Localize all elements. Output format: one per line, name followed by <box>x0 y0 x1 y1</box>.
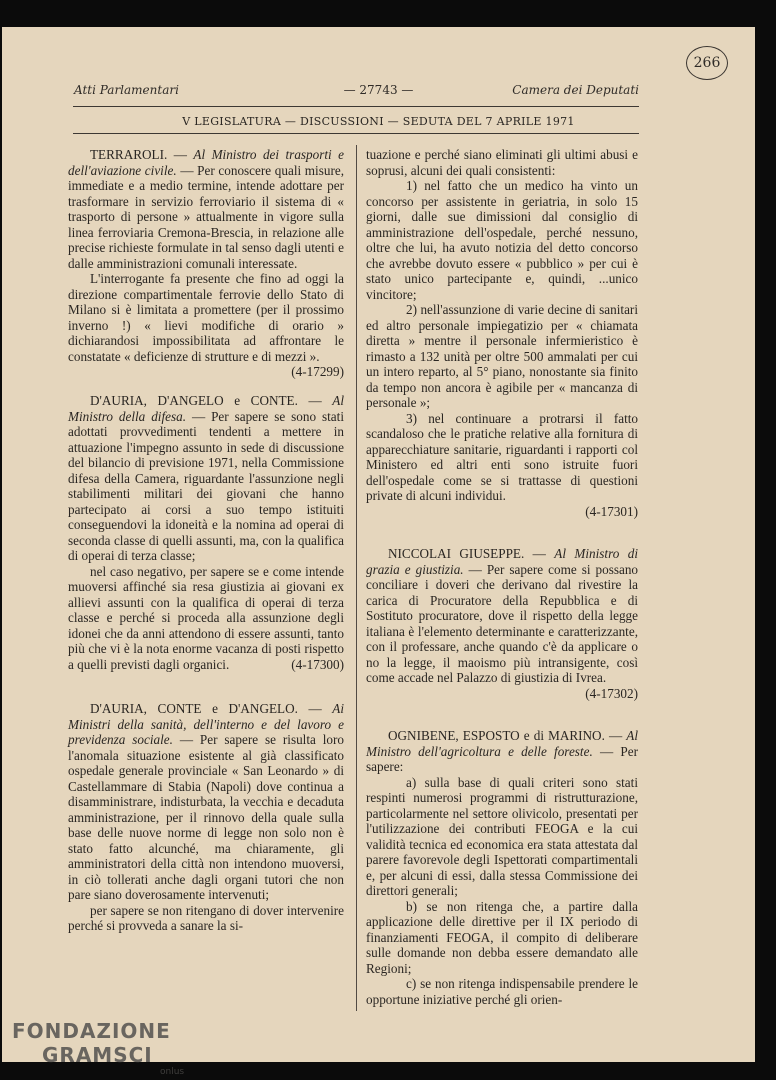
continuation: tuazione e perché siano eliminati gli ultimi abusi e soprusi, alcuni dei quali consistenti: <box>366 147 638 178</box>
document-page <box>2 27 755 1062</box>
list-item: b) se non ritenga che, a partire dalla applicazione delle direttive per il IX periodo di finanziamenti FEOGA, il compito di deliberare sulle domande non debba essere demandato alle Regioni; <box>366 898 638 976</box>
page-number: — 27743 — <box>343 83 414 97</box>
header-left: Atti Parlamentari <box>74 83 179 97</box>
list-item: 2) nell'assunzione di varie decine di sanitari ed altro personale impiegatizio per « chiamata diretta » mentre il personale infermieristico è rimasto a 132 unità per oltre 500 ammalati per cui un intero reparto, al 5° piano, nonostante sia finito da tempo non ancora è agibile per « mancanza di personale »; <box>366 302 638 410</box>
question-niccolai: NICCOLAI GIUSEPPE. — Al Ministro di grazia e giustizia. — Per sapere come si possano conciliare i doveri che derivano dal rivestire la carica di Procuratore della Repubblica e di Sostituto procuratore, dove il rispetto della legge italiana è l'elemento determinante e caratterizzante, con il professare, anche quando c'è da applicare o no la legge, il maoismo più intransigente, così come accade nel Palazzo di giustizia di Ivrea. <box>366 546 639 685</box>
question-ognibene: OGNIBENE, ESPOSTO e di MARINO. — Al Ministro dell'agricoltura e delle foreste. — Per sapere: <box>366 728 638 774</box>
question-terraroli: TERRAROLI. — Al Ministro dei trasporti e dell'aviazione civile. — Per conoscere quali misure, immediate e a medio termine, intende adottare per trasformare in servizio ferroviario il sistema di « trasporto di persone » attualmente in vigore sulla linea ferroviaria Cremona-Brescia, in relazione alle precise richieste formulate in tal senso dagli utenti e dalle amministrazioni comunali interessate. <box>68 147 344 271</box>
question-dauria-sanita: D'AURIA, CONTE e D'ANGELO. — Ai Ministri della sanità, dell'interno e del lavoro e previdenza sociale. — Per sapere se risulta loro l'anomala situazione esistente al già classificato ospedale generale provinciale « San Leonardo » di Castellammare di Stabia (Napoli) dove continua a disamministrare, indisturbata, la vecchia e decaduta amministrazione, per il rinnovo della quale sulla base delle nuove norme di legge non solo non è stato fatto alcunché, ma chiaramente, gli amministratori della città non intendono muoversi, in ciò tollerati anche dagli organi tutori che non pare siano doverosamente intervenuti; <box>68 701 345 902</box>
question-ref: (4-17302) <box>585 685 638 701</box>
left-column: TERRAROLI. — Al Ministro dei trasporti e dell'aviazione civile. — Per conoscere quali misure, immediate e a medio termine, intende adottare per trasformare in servizio ferroviario il sistema di « trasporto di persone » attualmente in vigore sulla linea ferroviaria Cremona-Brescia, in relazione alle precise richieste formulate in tal senso dagli utenti e dalle amministrazioni comunali interessate. L'interrogante fa presente che fino ad oggi la direzione compartimentale ferrovie dello Stato di Milano si è limitata a promettere (per il prossimo inverno !) « lievi modifiche di orario » dichiarandosi impossibilitata ad affrontare le constatate « deficienze di strutture e di mezzi ». (4-17299) D'AURIA, D'ANGELO e CONTE. — Al Ministro della difesa. — Per sapere se sono stati adottati provvedimenti tendenti a mettere in attuazione l'impegno assunto in sede di discussione del bilancio di previsione 1971, nella Commissione difesa della Camera, riguardante l'assunzione negli stabilimenti militari dei giovani che hanno partecipato ai corsi a suo tempo istituiti conseguendovi la idoneità e la nomina ad operai di seconda classe di quelli assunti, ma, con la qualifica di operai di terza classe; nel caso negativo, per sapere se e come intende muoversi affinché sia resa giustizia ai giovani ex allievi assunti con la qualifica di operai di terza classe e perché si proceda alla assunzione degli idonei che da anni attendono di essere assunti, tanto più che vi è la nota enorme vacanza di posti rispetto a quelli previsti dagli organici. (4-17300) D'AURIA, CONTE e D'ANGELO. — Ai Ministri della sanità, dell'interno e del lavoro e previdenza sociale. — Per sapere se risulta loro l'anomala situazione esistente al già classificato ospedale generale provinciale « San Leonardo » di Castellammare di Stabia (Napoli) dove continua a disamministrare, indisturbata, la vecchia e decaduta amministrazione, per il rinnovo della quale sulla base delle nuove norme di legge non solo non è stato fatto alcunché, ma chiaramente, gli amministratori della città non intendono muoversi, in ciò tollerati anche dagli organi tutori che non pare siano doverosamente intervenuti; per sapere se non ritengano di dover intervenire perché si provveda a sanare la si- <box>68 147 345 933</box>
header-right: Camera dei Deputati <box>512 83 639 97</box>
page-stamp: 266 <box>686 46 728 80</box>
session-subtitle: V LEGISLATURA — DISCUSSIONI — SEDUTA DEL 7 APRILE 1971 <box>182 115 575 128</box>
list-item: c) se non ritenga indispensabile prendere le opportune iniziative perché gli orien- <box>366 976 638 1007</box>
question-dauria-difesa: D'AURIA, D'ANGELO e CONTE. — Al Ministro della difesa. — Per sapere se sono stati adottati provvedimenti tendenti a mettere in attuazione l'impegno assunto in sede di discussione del bilancio di previsione 1971, nella Commissione difesa della Camera, riguardante l'assunzione negli stabilimenti militari dei giovani che hanno partecipato ai corsi a suo tempo istituiti conseguendovi la idoneità e la nomina ad operai di seconda classe di quelli assunti, ma, con la qualifica di operai di terza classe; <box>68 393 345 563</box>
right-column <box>366 147 638 1007</box>
question-ref: (4-17301) <box>585 503 638 519</box>
question-ref: (4-17299) <box>291 364 344 379</box>
watermark-logo: FONDAZIONE GRAMSCI onlus <box>12 1019 185 1077</box>
subtitle-rule <box>73 133 639 134</box>
list-item: a) sulla base di quali criteri sono stati respinti numerosi programmi di ristrutturazione, particolarmente nel settore olivicolo, presentati per l'utilizzazione dei contributi FEOGA e la cui validità tecnica ed economica era stata attestata dal parere favorevole degli Ispettorati compartimentali e, per alcuni di essi, dalla stessa Commissione dei direttori generali; <box>366 774 638 898</box>
question-ref: (4-17300) <box>291 656 344 672</box>
header-rule <box>73 106 639 107</box>
column-divider <box>356 145 357 1011</box>
list-item: 3) nel continuare a protrarsi il fatto scandaloso che le pratiche relative alla fornitura di apparecchiature sanitarie, riguardanti i rapporti col Ministero ed altri enti sono istruite fuori dell'ospedale come se si trattasse di questioni private di alcuni individui. <box>366 410 638 503</box>
list-item: 1) nel fatto che un medico ha vinto un concorso per assistente in geriatria, in solo 15 giorni, dalle sue dimissioni dal consiglio di amministrazione dell'ospedale, perché nessuno, oltre che lui, ha avuto notizia del detto concorso che avrebbe dovuto essere « pubblico » per cui è stato unico partecipante e, quindi, ...unico vincitore; <box>366 178 638 302</box>
